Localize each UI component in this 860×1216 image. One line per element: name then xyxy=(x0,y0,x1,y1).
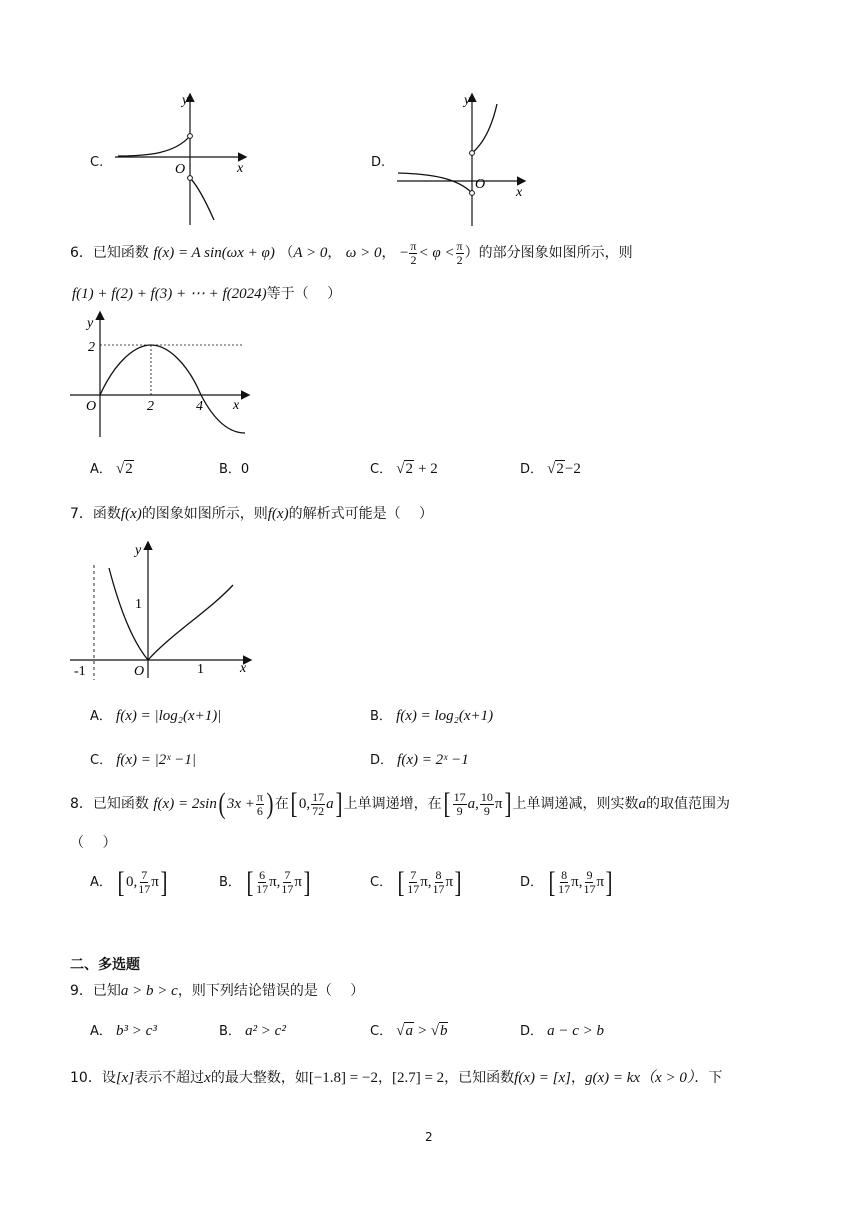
svg-text:y: y xyxy=(87,316,94,331)
svg-text:2: 2 xyxy=(147,399,154,414)
q10-stem: 10．设[x]表示不超过x的最大整数，如[−1.8] = −2，[2.7] = 2，已知函数f(x) = [x]，g(x) = kx（x > 0）．下 xyxy=(70,1070,723,1086)
svg-text:O: O xyxy=(86,399,97,414)
svg-text:-1: -1 xyxy=(74,664,86,679)
q5-option-d-graph xyxy=(392,90,532,230)
q5-option-c-graph xyxy=(110,90,250,230)
q9-option-d: D． a − c > b xyxy=(520,1023,605,1039)
svg-text:x: x xyxy=(240,661,247,676)
origin-label: O xyxy=(175,162,186,177)
q7-graph xyxy=(70,540,255,685)
svg-text:2: 2 xyxy=(88,340,95,355)
axis-x-label: x xyxy=(237,161,244,176)
q7-stem: 7．函数f(x)的图象如图所示，则f(x)的解析式可能是（ ） xyxy=(70,506,434,522)
q8-stem: 8．已知函数 f(x) = 2sin( 3x + $\frac{\pi}{6}$ ) 在[ 0, $\frac{17}{72}$ a] 上单调递增，在[ $\frac{17}{9}$ a, $\frac{10}{9}$ π] 上单调递减，则实数a的取值范围为 xyxy=(70,787,730,820)
q6-graph xyxy=(70,310,255,440)
axis-x-label: x xyxy=(516,185,523,200)
q6-option-a: A． √2 xyxy=(90,461,133,477)
axis-y-label: y xyxy=(464,93,471,108)
q8-option-c: C． [ $\frac{7}{17}$ π, $\frac{8}{17}$ π] xyxy=(370,865,462,899)
svg-text:1: 1 xyxy=(197,662,204,677)
q8-option-d: D． [ $\frac{8}{17}$ π, $\frac{9}{17}$ π] xyxy=(520,865,613,899)
q7-option-d: D． f(x) = 2ˣ −1 xyxy=(370,752,469,768)
axis-y-label: y xyxy=(182,93,189,108)
q9-stem: 9．已知a > b > c，则下列结论错误的是（ ） xyxy=(70,983,365,999)
q6-option-d: D． √2−2 xyxy=(520,461,581,477)
section-title: 二、多选题 xyxy=(70,957,140,973)
q7-option-c: C． f(x) = |2ˣ −1| xyxy=(90,752,197,768)
q8-option-b: B． [ $\frac{6}{17}$ π, $\frac{7}{17}$ π] xyxy=(219,865,311,899)
q6-option-b: B．0 xyxy=(219,462,250,477)
origin-label: O xyxy=(475,177,486,192)
svg-text:O: O xyxy=(134,664,145,679)
q8-option-a: A． [ 0, $\frac{7}{17}$ π] xyxy=(90,865,168,899)
svg-text:y: y xyxy=(135,543,142,558)
q7-option-b: B． f(x) = log₂(x+1) xyxy=(370,708,494,724)
q9-option-c: C． √a > √b xyxy=(370,1023,448,1039)
svg-text:x: x xyxy=(233,398,240,413)
svg-text:1: 1 xyxy=(135,597,142,612)
q5-option-c-label: C. xyxy=(90,155,104,170)
page-number: 2 xyxy=(425,1130,433,1144)
q9-option-a: A． b³ > c³ xyxy=(90,1023,157,1039)
q5-option-d-label: D. xyxy=(371,155,386,170)
q9-option-b: B． a² > c² xyxy=(219,1023,286,1039)
q6-stem-line2: f(1) + f(2) + f(3) + ⋯ + f(2024)等于（ ） xyxy=(72,286,342,302)
q6-option-c: C． √2 + 2 xyxy=(370,461,438,477)
svg-text:4: 4 xyxy=(196,399,203,414)
q7-option-a: A． f(x) = |log₂(x+1)| xyxy=(90,708,222,724)
q6-stem: 6．已知函数 f(x) = A sin(ωx + φ) （A > 0， ω > 0， − $\frac{\pi}{2}$ < φ < $\frac{\pi}{2}$ ）的部分图象如图所示，则 xyxy=(70,238,633,267)
q8-paren: （ ） xyxy=(70,835,117,851)
